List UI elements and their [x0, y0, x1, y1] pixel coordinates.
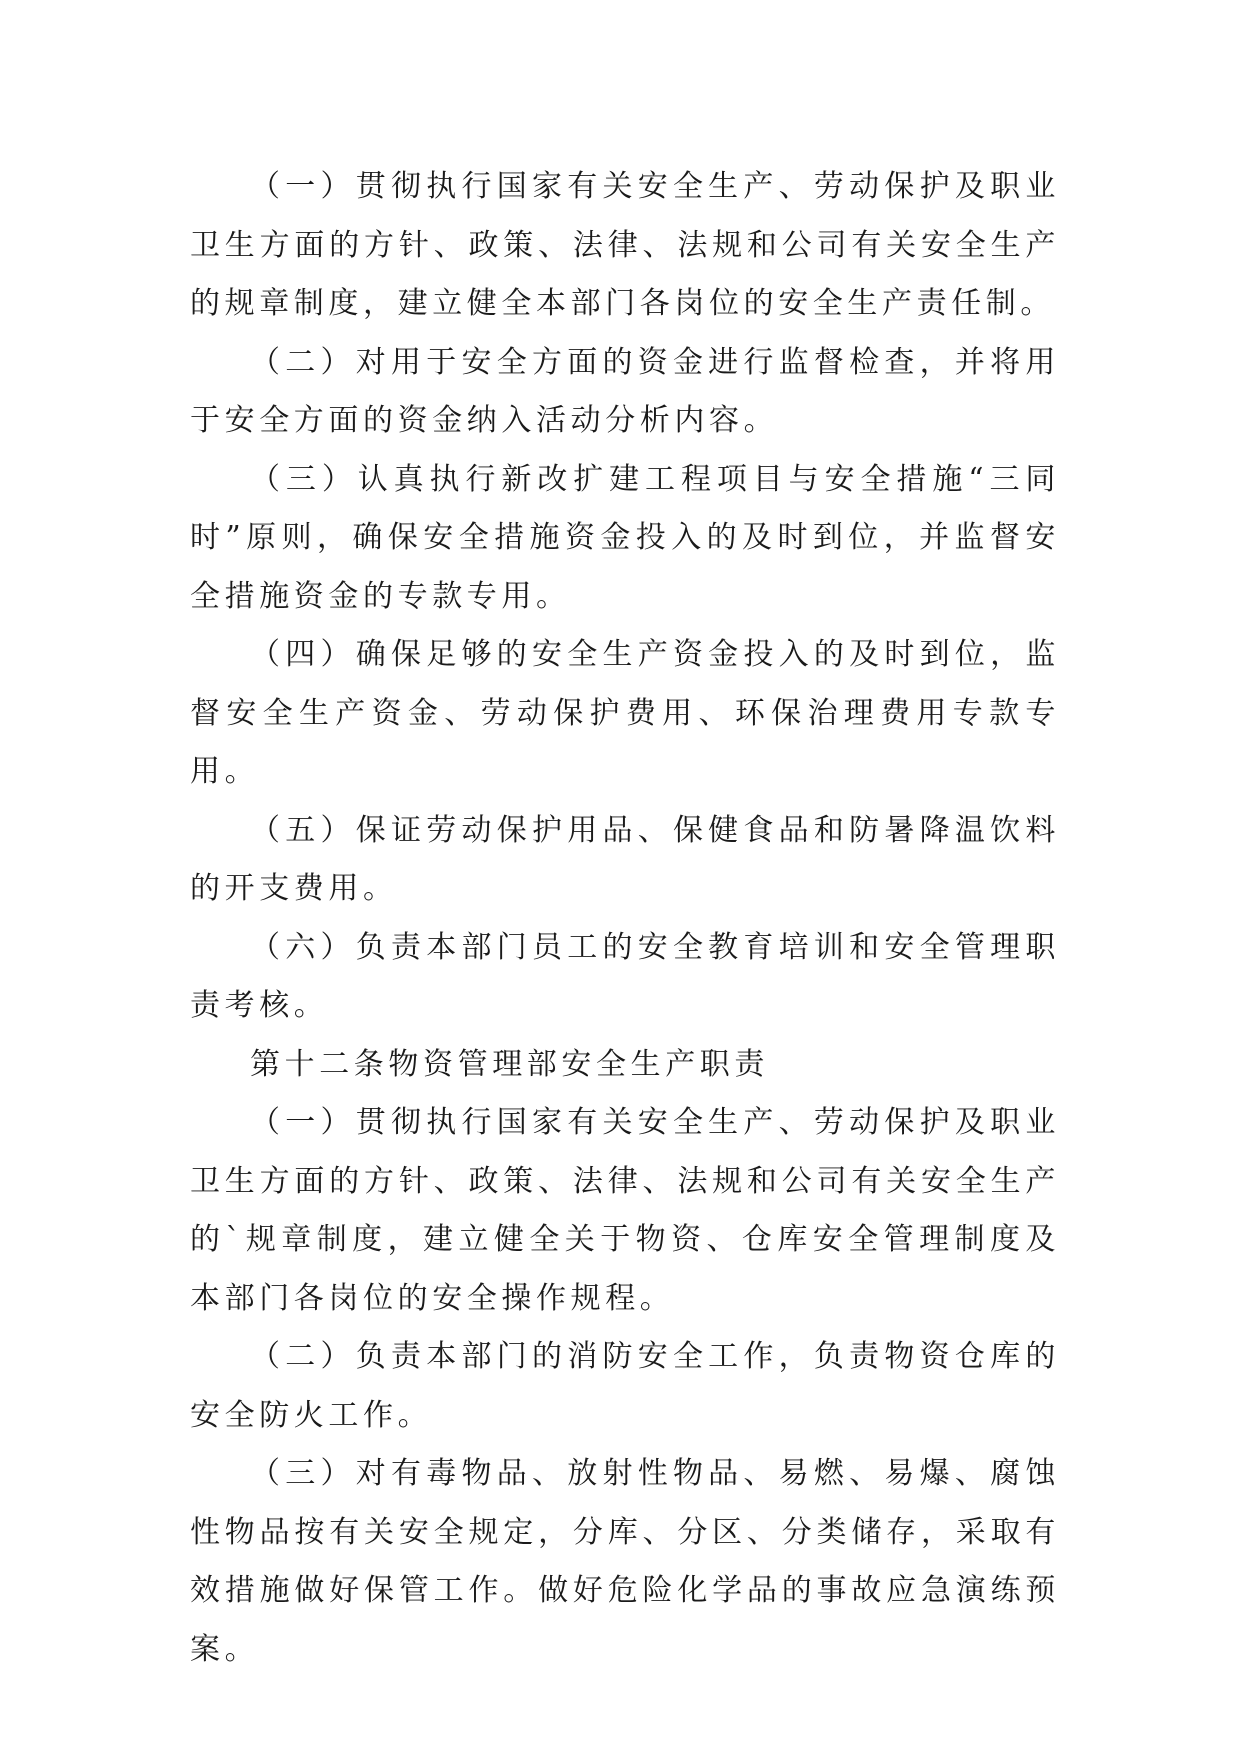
- paragraph-materials-1: （一）贯彻执行国家有关安全生产、劳动保护及职业卫生方面的方针、政策、法律、法规和公司有关安全生产的`规章制度，建立健全关于物资、仓库安全管理制度及本部门各岗位的安全操作规程。: [190, 1105, 1060, 1316]
- paragraph-finance-2: （二）对用于安全方面的资金进行监督检查，并将用于安全方面的资金纳入活动分析内容。: [190, 344, 1060, 438]
- paragraph-finance-1: （一）贯彻执行国家有关安全生产、劳动保护及职业卫生方面的方针、政策、法律、法规和公司有关安全生产的规章制度，建立健全本部门各岗位的安全生产责任制。: [190, 169, 1060, 321]
- article-heading: 第十二条物资管理部安全生产职责: [250, 1046, 769, 1082]
- paragraph-materials-3: （三）对有毒物品、放射性物品、易燃、易爆、腐蚀性物品按有关安全规定，分库、分区、分类储存，采取有效措施做好保管工作。做好危险化学品的事故应急演练预案。: [190, 1456, 1060, 1667]
- paragraph-materials-2: （二）负责本部门的消防安全工作，负责物资仓库的安全防火工作。: [190, 1339, 1060, 1433]
- document-body: [190, 158, 1060, 1679]
- paragraph-finance-6: （六）负责本部门员工的安全教育培训和安全管理职责考核。: [190, 929, 1060, 1023]
- paragraph-finance-5: （五）保证劳动保护用品、保健食品和防暑降温饮料的开支费用。: [190, 812, 1060, 906]
- paragraph-finance-4: （四）确保足够的安全生产资金投入的及时到位，监督安全生产资金、劳动保护费用、环保治理费用专款专用。: [190, 637, 1060, 789]
- paragraph-finance-3: （三）认真执行新改扩建工程项目与安全措施“三同时”原则，确保安全措施资金投入的及时到位，并监督安全措施资金的专款专用。: [190, 461, 1060, 614]
